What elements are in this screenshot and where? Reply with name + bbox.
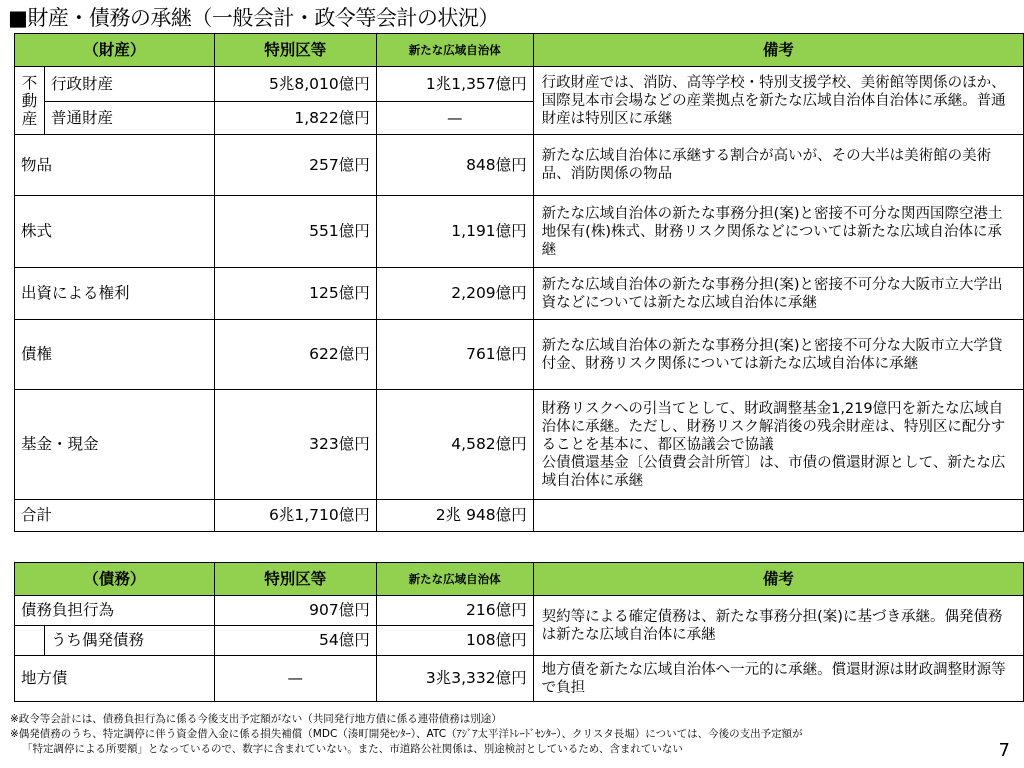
row-label-funds-cash: 基金・現金 xyxy=(15,390,215,500)
indent-spacer xyxy=(15,626,45,656)
row-note-goods: 新たな広域自治体に承継する割合が高いが、その大半は美術館の美術品、消防関係の物品 xyxy=(533,135,1023,196)
row-special-total: 6兆1,710億円 xyxy=(214,500,376,532)
row-special-debt-burden: 907億円 xyxy=(214,596,376,626)
debts-header-note: 備考 xyxy=(533,563,1023,596)
assets-table xyxy=(14,33,1024,532)
row-label-contingent-debt: うち偶発債務 xyxy=(44,626,214,656)
footnote-3: 「特定調停による所要額」となっているので、数字に含まれていない。また、市道路公社関係は、別途検討としているため、含まれていない xyxy=(22,743,683,755)
row-label-goods: 物品 xyxy=(15,135,215,196)
row-wide-debt-burden: 216億円 xyxy=(376,596,533,626)
row-label-total: 合計 xyxy=(15,500,215,532)
page-title: ■財産・債務の承継（一般会計・政令等会計の状況） xyxy=(8,6,499,30)
row-special-contingent-debt: 54億円 xyxy=(214,626,376,656)
page-number: 7 xyxy=(998,740,1010,761)
row-special-general-property: 1,822億円 xyxy=(214,102,376,135)
row-special-goods: 257億円 xyxy=(214,135,376,196)
row-note-funds-cash: 財務リスクへの引当てとして、財政調整基金1,219億円を新たな広域自治体に承継。ただし、財務リスク解消後の残余財産は、特別区に配分することを基本に、都区協議会で協議 公債償還基金〔公債費会計所管〕は、市債の償還財源として、新たな広域自治体に承継 xyxy=(533,390,1023,500)
row-note-debt-burden: 契約等による確定債務は、新たな事務分担(案)に基づき承継。偶発債務は新たな広域自治体に承継 xyxy=(533,596,1023,656)
row-label-general-property: 普通財産 xyxy=(44,102,214,135)
row-note-stocks: 新たな広域自治体の新たな事務分担(案)と密接不可分な関西国際空港土地保有(株)株式、財務リスク関係などについては新たな広域自治体に承継 xyxy=(533,196,1023,268)
row-wide-goods: 848億円 xyxy=(376,135,533,196)
row-wide-total: 2兆 948億円 xyxy=(376,500,533,532)
row-wide-funds-cash: 4,582億円 xyxy=(376,390,533,500)
footnote-2: ※偶発債務のうち、特定調停に伴う資金借入金に係る損失補償（MDC（湊町開発ｾﾝﾀｰ）、ATC（ｱｼﾞｱ太平洋ﾄﾚｰﾄﾞｾﾝﾀｰ）、クリスタ長堀）については、今後の支出予定額が xyxy=(10,728,803,740)
row-note-realestate: 行政財産では、消防、高等学校・特別支援学校、美術館等関係のほか、国際見本市会場などの産業拠点を新たな広域自治体自治体に承継。普通財産は特別区に承継 xyxy=(533,67,1023,135)
row-wide-local-bonds: 3兆3,332億円 xyxy=(376,656,533,702)
row-label-admin-property: 行政財産 xyxy=(44,67,214,102)
debts-header-category: （債務） xyxy=(15,563,215,596)
row-special-claims: 622億円 xyxy=(214,320,376,390)
row-wide-general-property: — xyxy=(376,102,533,135)
row-special-investment: 125億円 xyxy=(214,268,376,320)
row-label-claims: 債権 xyxy=(15,320,215,390)
assets-header-special: 特別区等 xyxy=(214,34,376,67)
assets-header-note: 備考 xyxy=(533,34,1023,67)
assets-header-category: （財産） xyxy=(15,34,215,67)
row-label-debt-burden: 債務負担行為 xyxy=(15,596,215,626)
row-wide-claims: 761億円 xyxy=(376,320,533,390)
row-note-claims: 新たな広域自治体の新たな事務分担(案)と密接不可分な大阪市立大学貸付金、財務リスク関係については新たな広域自治体に承継 xyxy=(533,320,1023,390)
debts-header-wide: 新たな広域自治体 xyxy=(376,563,533,596)
row-wide-contingent-debt: 108億円 xyxy=(376,626,533,656)
row-label-stocks: 株式 xyxy=(15,196,215,268)
row-special-funds-cash: 323億円 xyxy=(214,390,376,500)
row-note-total xyxy=(533,500,1023,532)
debts-table xyxy=(14,562,1024,702)
row-special-stocks: 551億円 xyxy=(214,196,376,268)
row-note-local-bonds: 地方債を新たな広域自治体へ一元的に承継。償還財源は財政調整財源等で負担 xyxy=(533,656,1023,702)
row-label-local-bonds: 地方債 xyxy=(15,656,215,702)
row-wide-stocks: 1,191億円 xyxy=(376,196,533,268)
realestate-label: 不動産 xyxy=(15,67,45,135)
footnote-1: ※政令等会計には、債務負担行為に係る今後支出予定額がない（共同発行地方債に係る連帯債務は別途） xyxy=(10,713,502,725)
assets-header-wide: 新たな広域自治体 xyxy=(376,34,533,67)
row-wide-investment: 2,209億円 xyxy=(376,268,533,320)
row-special-admin-property: 5兆8,010億円 xyxy=(214,67,376,102)
row-wide-admin-property: 1兆1,357億円 xyxy=(376,67,533,102)
debts-header-special: 特別区等 xyxy=(214,563,376,596)
row-note-investment: 新たな広域自治体の新たな事務分担(案)と密接不可分な大阪市立大学出資などについては新たな広域自治体に承継 xyxy=(533,268,1023,320)
row-special-local-bonds: — xyxy=(214,656,376,702)
row-label-investment: 出資による権利 xyxy=(15,268,215,320)
